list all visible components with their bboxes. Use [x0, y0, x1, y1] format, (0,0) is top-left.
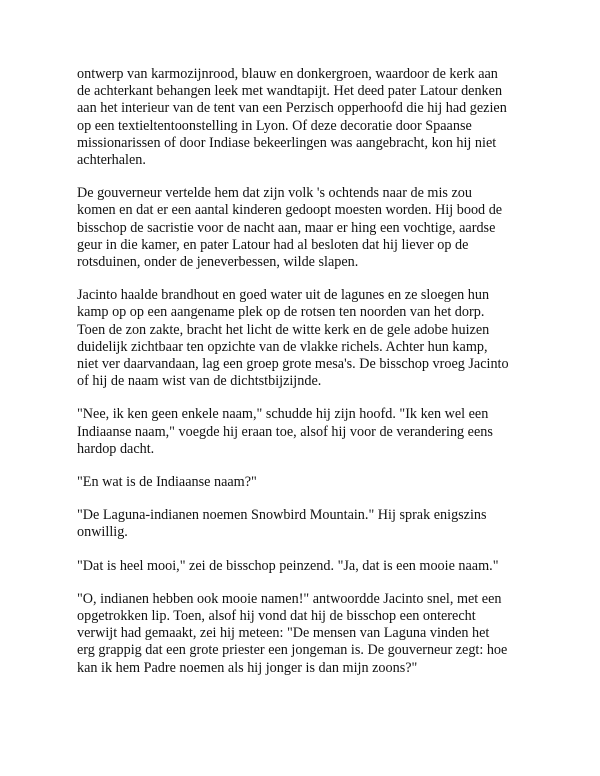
body-paragraph	[77, 507, 537, 541]
body-paragraph	[77, 66, 537, 169]
text-line: achterhalen.	[77, 152, 146, 169]
text-line: aan het interieur van de tent van een Perzisch opperhoofd die hij had gezien	[77, 100, 507, 117]
text-line: "En wat is de Indiaanse naam?"	[77, 474, 257, 491]
text-line: rotsduinen, onder de jeneverbessen, wilde slapen.	[77, 254, 359, 271]
text-line: geur in die kamer, en pater Latour had al besloten dat hij liever op de	[77, 236, 469, 253]
text-line: bisschop de sacristie voor de nacht aan, maar er hing een vochtige, aardse	[77, 219, 496, 236]
text-line: ontwerp van karmozijnrood, blauw en donkergroen, waardoor de kerk aan	[77, 66, 498, 82]
text-line: "Nee, ik ken geen enkele naam," schudde hij zijn hoofd. "Ik ken wel een	[77, 406, 489, 423]
text-line: "De Laguna-indianen noemen Snowbird Mountain." Hij sprak enigszins	[77, 507, 487, 524]
text-line: Jacinto haalde brandhout en goed water uit de lagunes en ze sloegen hun	[77, 287, 490, 304]
text-line: niet ver daarvandaan, lag een groep grote mesa's. De bisschop vroeg Jacinto	[77, 356, 509, 373]
text-line: Indiaanse naam," voegde hij eraan toe, alsof hij voor de verandering eens	[77, 423, 493, 440]
text-line: hardop dacht.	[77, 440, 155, 457]
body-paragraph	[77, 558, 537, 575]
text-line: duidelijk zichtbaar ten opzichte van de vlakke richels. Achter hun kamp,	[77, 338, 488, 355]
body-paragraph	[77, 185, 537, 271]
text-line: verwijt had gemaakt, zei hij meteen: "De mensen van Laguna vinden het	[77, 625, 490, 642]
body-paragraph	[77, 591, 537, 677]
text-line: komen en dat er een aantal kinderen gedoopt moesten worden. Hij bood de	[77, 202, 503, 219]
text-line: erg grappig dat een grote priester een jongeman is. De gouverneur zegt: hoe	[77, 642, 508, 659]
text-line: op een textieltentoonstelling in Lyon. Of deze decoratie door Spaanse	[77, 117, 472, 134]
body-paragraph	[77, 474, 537, 491]
text-line: de achterkant behangen leek met wandtapijt. Het deed pater Latour denken	[77, 83, 503, 100]
text-line: missionarissen of door Indiase bekeerlingen was aangebracht, kon hij niet	[77, 134, 497, 151]
text-line: onwillig.	[77, 524, 128, 541]
text-line: "O, indianen hebben ook mooie namen!" antwoordde Jacinto snel, met een	[77, 590, 502, 607]
text-line: kan ik hem Padre noemen als hij jonger is dan mijn zoons?"	[77, 659, 418, 676]
text-line: kamp op op een aangename plek op de rotsen ten noorden van het dorp.	[77, 304, 485, 321]
text-line: De gouverneur vertelde hem dat zijn volk 's ochtends naar de mis zou	[77, 185, 472, 202]
text-line: Toen de zon zakte, bracht het licht de witte kerk en de gele adobe huizen	[77, 321, 490, 338]
body-paragraph	[77, 406, 537, 458]
text-line: opgetrokken lip. Toen, alsof hij vond dat hij de bisschop een onterecht	[77, 608, 476, 625]
document-page	[77, 66, 537, 693]
text-line: "Dat is heel mooi," zei de bisschop peinzend. "Ja, dat is een mooie naam."	[77, 557, 499, 574]
body-paragraph	[77, 287, 537, 390]
text-line: of hij de naam wist van de dichtstbijzijnde.	[77, 373, 322, 390]
